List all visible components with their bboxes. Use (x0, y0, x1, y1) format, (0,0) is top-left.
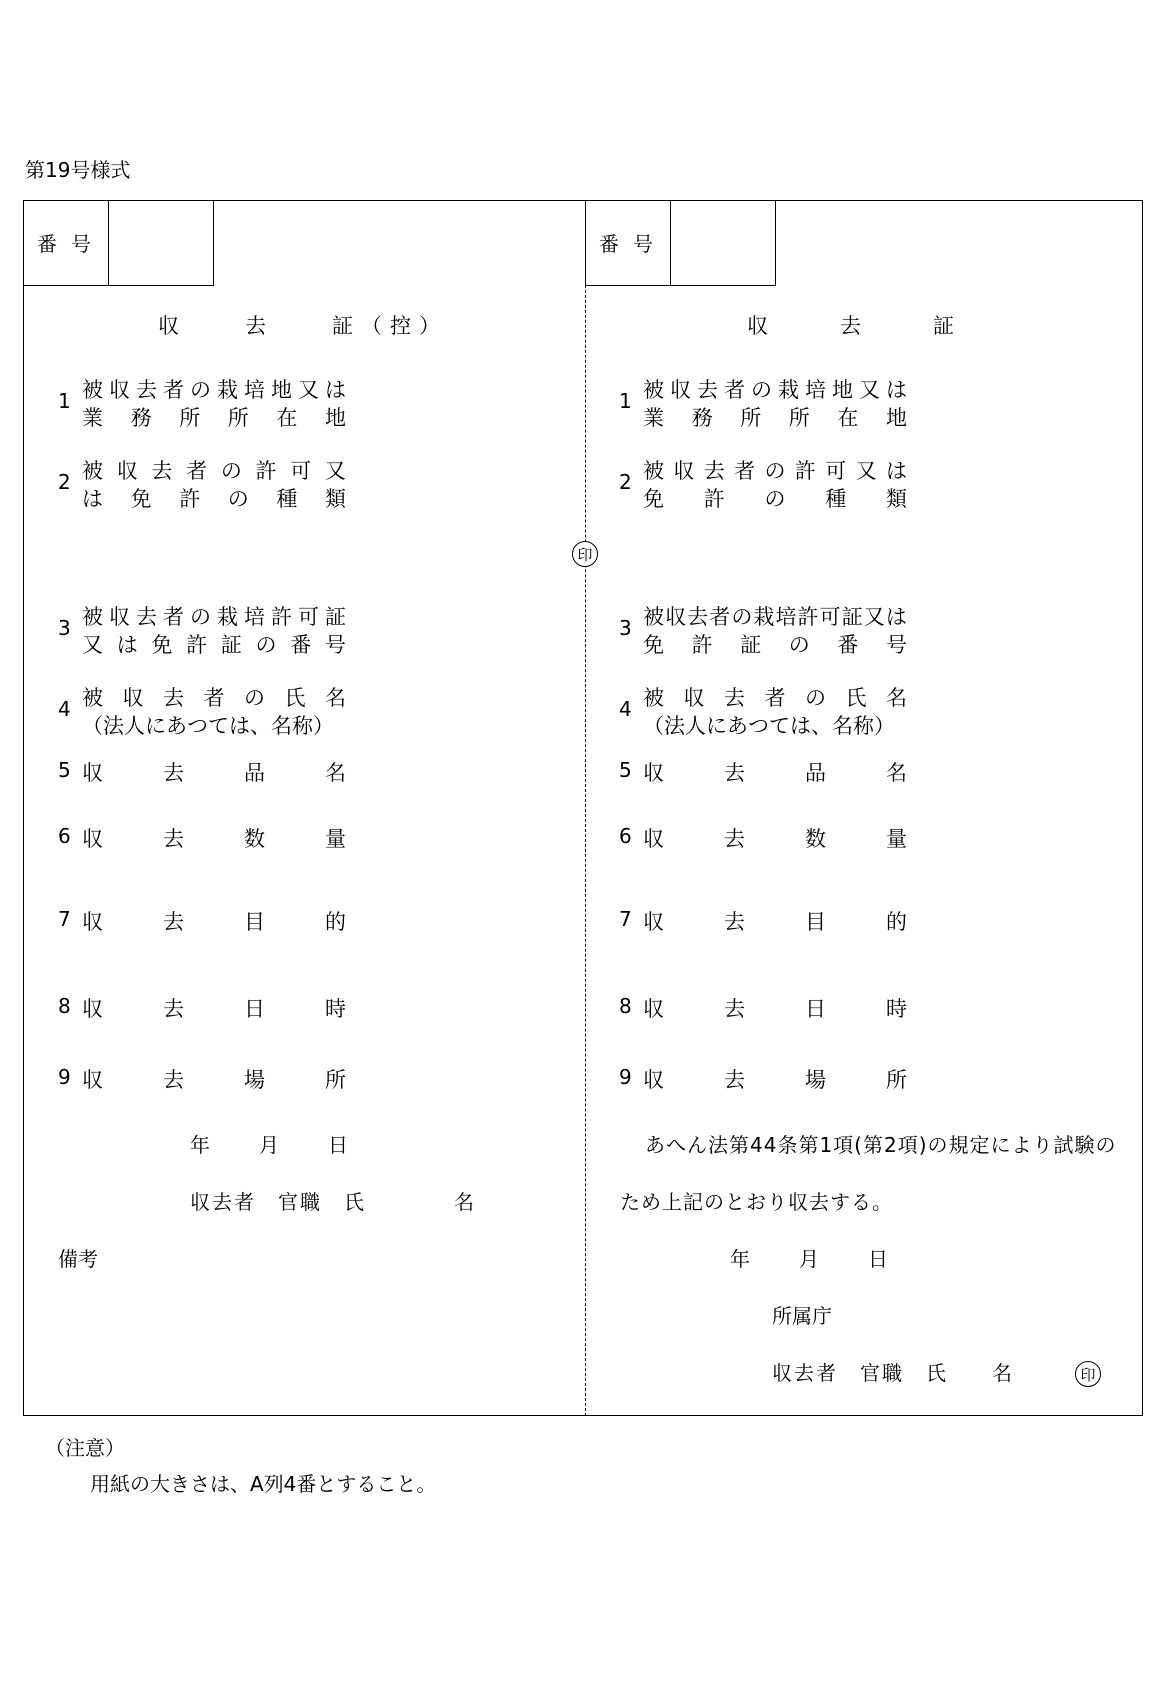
right-title: 収 去 証 (747, 314, 964, 338)
left-item-label-line: 収 去 品 名 (82, 761, 346, 785)
right-item-number: 7 (619, 907, 632, 931)
right-item-label-line: 免 許 の 種 類 (643, 487, 907, 511)
left-item-label-line: （法人にあつては、名称） (82, 714, 334, 738)
left-item-number: 5 (58, 758, 71, 782)
right-collector: 収去者 官職 氏 名 (772, 1361, 1014, 1385)
right-item-number: 6 (619, 824, 632, 848)
left-number-box (23, 200, 214, 286)
left-item-label-line: 収 去 数 量 (82, 827, 346, 851)
collector-seal-stamp: 印 (1075, 1361, 1101, 1387)
left-collector: 収去者 官職 氏 名 (190, 1190, 476, 1214)
right-item-label-line: 業 務 所 所 在 地 (643, 406, 907, 430)
cut-line (585, 200, 586, 1416)
left-item-label-line: 収 去 日 時 (82, 997, 346, 1021)
left-title: 収 去 証（控） (158, 314, 448, 338)
office-label: 所属庁 (772, 1304, 832, 1328)
right-item-label-line: 収 去 目 的 (643, 910, 907, 934)
right-item-number: 4 (619, 697, 632, 721)
right-item-label-line: 収 去 日 時 (643, 997, 907, 1021)
right-item-number: 2 (619, 470, 632, 494)
right-number-box (585, 200, 776, 286)
left-item-number: 9 (58, 1065, 71, 1089)
right-item-label-line: 収 去 品 名 (643, 761, 907, 785)
right-item-label-line: 被 収 去 者 の 氏 名 (643, 686, 907, 710)
right-item-label-line: 収 去 数 量 (643, 827, 907, 851)
remarks-label: 備考 (58, 1247, 98, 1271)
notes-heading: （注意） (45, 1436, 125, 1460)
right-item-number: 3 (619, 616, 632, 640)
left-item-label-line: 又 は 免 許 証 の 番 号 (82, 633, 346, 657)
left-item-label-line: 被 収 去 者 の 栽 培 許 可 証 (82, 605, 346, 629)
left-item-number: 1 (58, 389, 71, 413)
left-item-label-line: 収 去 目 的 (82, 910, 346, 934)
left-item-label-line: 被 収 去 者 の 氏 名 (82, 686, 346, 710)
left-number-label: 番号 (24, 200, 109, 285)
right-item-number: 8 (619, 994, 632, 1018)
right-item-label-line: 被 収 去 者 の 許 可 又 は (643, 459, 907, 483)
right-number-label: 番号 (586, 200, 671, 285)
right-item-label-line: 収 去 場 所 (643, 1068, 907, 1092)
right-item-label-line: 被 収 去 者 の 栽 培 許 可 証 又 は (643, 605, 907, 629)
left-item-label-line: 業 務 所 所 在 地 (82, 406, 346, 430)
right-item-number: 5 (619, 758, 632, 782)
left-item-number: 4 (58, 697, 71, 721)
right-item-label-line: 被 収 去 者 の 栽 培 地 又 は (643, 378, 907, 402)
right-item-label-line: （法人にあつては、名称） (643, 714, 895, 738)
left-item-number: 8 (58, 994, 71, 1018)
notes-text: 用紙の大きさは、A列4番とすること。 (90, 1472, 437, 1496)
form-number: 第19号様式 (25, 158, 131, 182)
left-date: 年 月 日 (190, 1133, 351, 1157)
right-item-label-line: 免 許 証 の 番 号 (643, 633, 907, 657)
left-item-label-line: 被 収 去 者 の 許 可 又 (82, 459, 346, 483)
left-item-number: 7 (58, 907, 71, 931)
statement-line-1: あへん法第44条第1項(第2項)の規定により試験の (645, 1133, 1117, 1157)
left-item-label-line: 収 去 場 所 (82, 1068, 346, 1092)
left-item-number: 3 (58, 616, 71, 640)
right-item-number: 1 (619, 389, 632, 413)
left-item-label-line: は 免 許 の 種 類 (82, 487, 346, 511)
left-item-number: 6 (58, 824, 71, 848)
left-item-label-line: 被 収 去 者 の 栽 培 地 又 は (82, 378, 346, 402)
right-date: 年 月 日 (730, 1247, 891, 1271)
center-seal-stamp: 印 (572, 541, 598, 567)
statement-line-2: ため上記のとおり収去する。 (620, 1190, 893, 1214)
left-item-number: 2 (58, 470, 71, 494)
right-item-number: 9 (619, 1065, 632, 1089)
